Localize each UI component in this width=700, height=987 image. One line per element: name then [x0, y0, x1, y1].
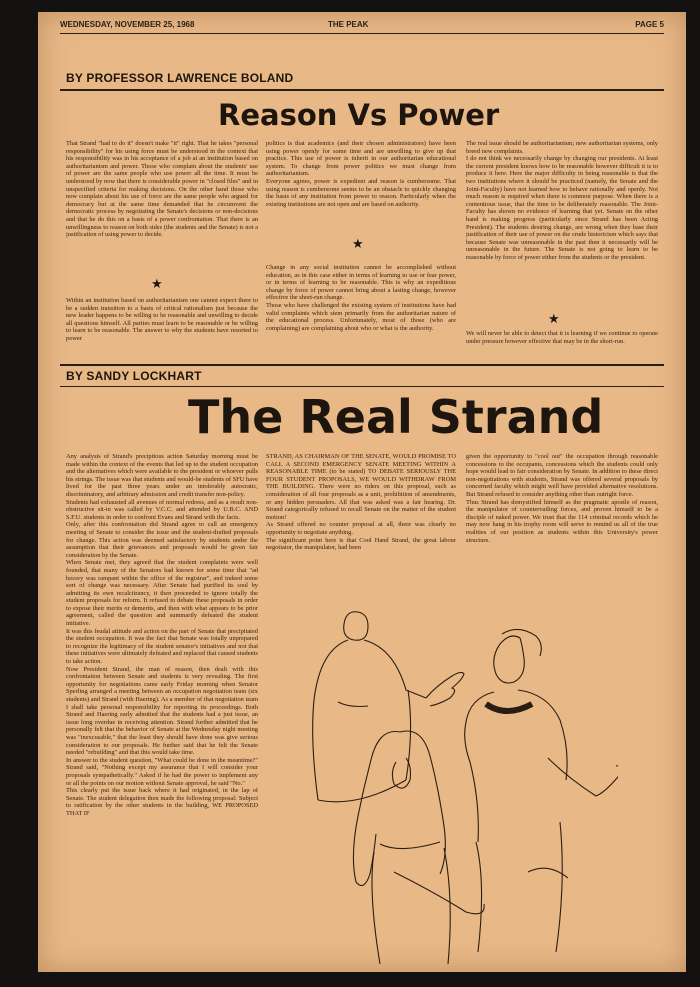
- article2-column1: Any analysis of Strand's precipitous action Saturday morning must be made within the context of the events that led up to the student occupation and the alternatives which were available to the president or whoever pulls his strings. The issue was that students and would-be students of SFU have lived for the past three years under an intolerably autocratic, discriminatory, and arbitrary admission and credit transfer non-policy. Students had exhausted all avenues of normal redress, and as a result non-obstructive sit-in was called by V.C.C. and attended by U.B.C. AND S.F.U. students in order to confront Evans and Strand with the facts. Only, after this confrontation did Strand agree to call an emergency meeting of Senate to consider the issue and the student-drafted proposals for change. This action was deemed satisfactory by students under the assumption that their grievances and proposals would be given fair consideration by the Senate. When Senate met, they agreed that the student complaints were well founded, that many of the Senators had known for some time that "ad hocery was rampant within the office of the registrar", and indeed some sort of change was necessary. After Senate had purified its soul by admitting its own recalcitrancy, it then proceeded to ignore totally the student proposals for reform. It refused to debate these proposals in order to expose their merits or demerits, and then with what appears to be prior agreement, called the question and summarily defeated the student initiative. It was this feudal attitude and action on the part of Senate that precipitated the student occupation. It was the fact that Senate was totally unprepared to recognize the legitimacy of the student senator's initiatives and not that these initiatives were ultimately defeated and replaced that caused students to take action. Now President Strand, the man of reason, then dealt with this confrontation between Senate and students is very revealing. The first opportunity for negotiations came early Friday morning when Senator Sperling arranged a meeting between an occupation negotiation team (six students) and Strand (with Haering). As a member of that negotiation team I shall take personal responsibility for reporting its proceedings. Both Strand and Haering early admitted that the students had a just issue, an issue long overdue in receiving attention. Strand further admitted that he personally felt that the behavior of Senate at the Wednesday night meeting was "inexcusable," that the least they should have done was give serious consideration to our proposals. He further said that he felt the Senate needed "rebuilding" and that this would take time. In answer to the student question, "What could be done in the meantime?" Strand said, "Nothing except my assurance that I will consider your proposals sympathetically." Asked if he had the power to implement any or all the points on our motion without Senate approval, he said "No." This clearly put the issue back where it had originated, in the lap of Senate. The student delegation then made the following proposal: Subject to ratification by the other students in the building, WE PROPOSED THAT IF: [66, 453, 258, 817]
- line-drawing-illustration: [298, 582, 618, 967]
- header-paper-name: THE PEAK: [328, 20, 369, 29]
- article1-column2-top: politics is that academics (and their chosen administrators) have been using power openly for some time and are unwilling to give up that practice. This use of power is inherit in our authoritarian educational system. To change from power politics we must change from authoritarianism. Everyone agrees, power is expedient and reason is cumbersome. That using reason is cumbersome seems to be an obstacle to quickly changing the basis of any institution from power to reason. Particularly when the existing institutions are not open and are based on authority.: [266, 140, 456, 208]
- star-divider-1: ★: [151, 277, 163, 292]
- newspaper-page: [38, 12, 686, 972]
- star-divider-2: ★: [352, 237, 364, 252]
- article2-byline: BY SANDY LOCKHART: [66, 369, 202, 383]
- article-separator-rule: [60, 364, 664, 366]
- article1-byline: BY PROFESSOR LAWRENCE BOLAND: [66, 71, 294, 85]
- article2-column2: STRAND, AS CHAIRMAN OF THE SENATE, WOULD PROMISE TO CALL A SECOND EMERGENCY SENATE MEETING WITHIN A REASONABLE TIME (to be stated) TO DEBATE SERIOUSLY THE FOUR STUDENT PROPOSALS, WE WOULD WITHDRAW FROM THE BUILDING. There were no riders on this proposal, such as consideration of all four proposals as a unit, prohibition of amendments, or any hidden persuaders. All that was asked was a fair hearing. Dr. Strand categorically refused to recall Senate on the matter of the student motion! As Strand offered no counter proposal at all, there was clearly no opportunity to negotiate anything. The significant point here is that Cool Hand Strand, the great labour negotiator, the manipulator, had been: [266, 453, 456, 552]
- article1-column1-bottom: Within an institution based on authoritarianism one cannot expect there to be a sudden transition to a basis of critical rationalism just because the new leader happens to be willing to be reasonable and unwilling to decide all questions himself. All parties must learn to be reasonable or be willing to learn to be reasonable. The answer to why the students have resorted to power: [66, 297, 258, 342]
- article1-column3-top: The real issue should be authoritarianism; new authoritarian systems, only breed new complaints. I do not think we necessarily change by changing our presidents. At least the current president knows how to be reasonable however difficult it is to produce it here. Here the major difficulty in being reasonable is that the two institutions where it should be practiced (namely, the Senate and the Joint-Faculty) have not learned how to behave rationally and openly. Not much reason is required when there is common purpose. When there is a contentious issue, that the time to be deliberately reasonable. The Joint-Faculty has shown no evidence of learning that yet. Senate on the other hand is making progress (particularly since Strand has been Acting President). The students desiring change, are wrong when they base their justification of their use of power on the crude historicism which says that because Senate was unreasonable in the past then it necessarily will be unreasonable in the future. The Senate is not going to learn to be reasonable by force of power either from the students or the president.: [466, 140, 658, 261]
- article2-column3: given the opportunity to "cool out" the occupation through reasonable concessions to the occupants, concessions which the students could only hope would lead to fair consideration by Senate. In addition to these direct non-negotiations with students, Strand was offered several proposals by concerned faculty which might well have provided alternative resolutions. But Strand refused to consider anything other than outright force. Thus Strand has demystified himself as the pragmatic apostle of reason, the manipulator of countervailing forces, and proven himself to be a disciple of naked power. We trust that the 114 criminal records which he may now hang in his trophy room will serve to remind us all of the true realities of our position as students within this University's power structure.: [466, 453, 658, 544]
- star-divider-3: ★: [548, 312, 560, 327]
- article2-title: The Real Strand: [188, 390, 604, 444]
- article2-rule: [60, 386, 664, 387]
- article1-column2-bottom: Change in any social institution cannot be accomplished without education, as in this case either in terms of learning to use or fear power, or in terms of learning to be reasonable. This is why an expeditious change by force of power cannot bring about a lasting change, however effective the short-run change. Those who have challenged the existing system of institutions have had valid complaints which stem primarily from the authoritarian nature of the educational process. Unfortunately, most of those (who are complaining) are complaining about who or what is the authority.: [266, 264, 456, 332]
- header-date: WEDNESDAY, NOVEMBER 25, 1968: [60, 20, 195, 29]
- article1-column3-bottom: We will never be able to detect that it is learning if we continue to operate under pressure however effective that may be in the short-run.: [466, 330, 658, 345]
- page-header: [60, 20, 664, 32]
- article1-rule: [60, 89, 664, 91]
- header-page-number: PAGE 5: [635, 20, 664, 29]
- header-rule: [60, 33, 664, 34]
- article1-title: Reason Vs Power: [218, 98, 500, 132]
- article1-column1-top: That Strand "had to do it" doesn't make "it" right. That he takes "personal responsibility" for his using force must be understood in the context that his responsibility was in his acceptance of a job at an institution based on authoritarianism and power. Those who complain about the students' use of power are the same people who use power all the time. It must be understood by now that there is considerable power in "closed files" and in unspecified criteria for making decisions. On the other hand those who now complain about his use of force are the same people who argued for democracy but at the same time demanded that he circumvent the democratic process by negotiating the Senate's decisions or non-decisions and that he do this on a basis of a power confrontation. That there is an unwillingness to reason on both sides (the students and the Senate) is not a justification of using power to decide.: [66, 140, 258, 239]
